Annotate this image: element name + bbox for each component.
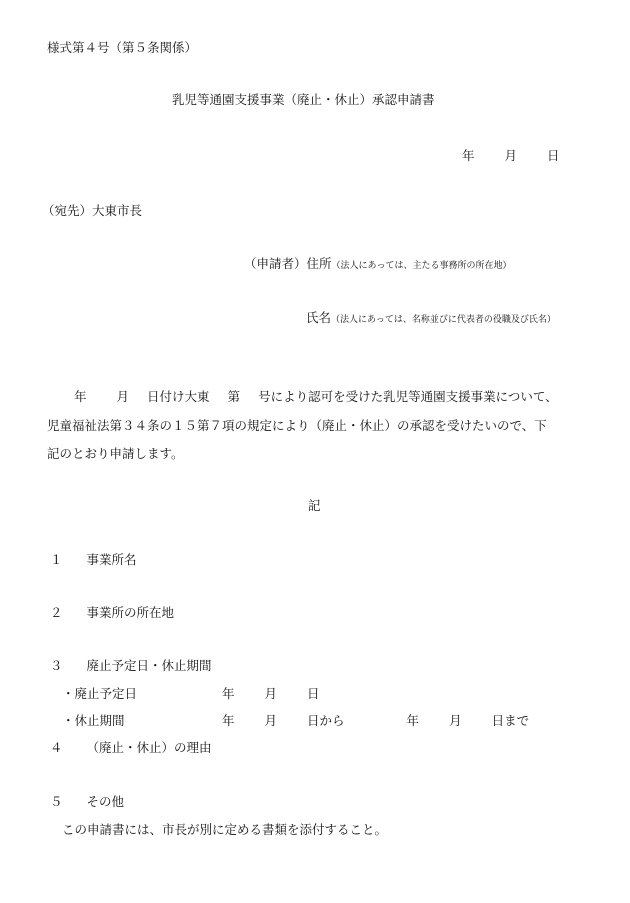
suspension-to-year: 年	[406, 713, 420, 728]
abolition-label: ・廃止予定日	[62, 686, 138, 701]
item-5-label: その他	[86, 794, 125, 809]
date-line	[462, 150, 560, 163]
item-5-note: この申請書には、市長が別に定める書類を添付すること。	[62, 822, 388, 837]
body-line-3: 記のとおり申請します。	[47, 446, 184, 461]
applicant-name-row	[306, 312, 556, 325]
form-number: 様式第４号（第５条関係）	[47, 40, 198, 55]
body-dated: 日付け大東	[147, 389, 210, 404]
item-2-label: 事業所の所在地	[86, 605, 175, 620]
applicant-prefix: （申請者）	[244, 256, 307, 271]
item-5-number: ５	[50, 794, 63, 809]
abolition-month: 月	[264, 686, 278, 701]
suspension-from-year: 年	[222, 713, 235, 728]
suspension-to-month: 月	[449, 713, 462, 728]
addressee: （宛先）大東市長	[42, 203, 143, 218]
abolition-date-fields	[222, 688, 320, 701]
item-3	[50, 660, 212, 673]
item-3-label: 廃止予定日・休止期間	[86, 658, 212, 673]
date-month: 月	[504, 148, 518, 163]
body-line-1	[74, 391, 558, 404]
abolition-day: 日	[307, 686, 320, 701]
body-month: 月	[116, 389, 130, 404]
document-title: 乳児等通園支援事業（廃止・休止）承認申請書	[172, 92, 435, 107]
address-note: （法人にあっては、主たる事務所の所在地）	[331, 261, 512, 271]
date-day: 日	[547, 148, 560, 163]
suspension-period-fields	[222, 715, 529, 728]
address-label: 住所	[306, 256, 332, 271]
suspension-to-day: 日まで	[491, 713, 530, 728]
item-4-label: （廃止・休止）の理由	[86, 740, 212, 755]
item-1-number: １	[50, 552, 63, 567]
date-year: 年	[462, 148, 475, 163]
item-4	[50, 742, 212, 755]
body-dai: 第	[227, 389, 241, 404]
abolition-year: 年	[222, 686, 235, 701]
suspension-label: ・休止期間	[62, 713, 125, 728]
body-line-2: 児童福祉法第３４条の１５第７項の規定により（廃止・休止）の承認を受けたいので、下	[47, 418, 547, 433]
body-year: 年	[74, 389, 87, 404]
suspension-from-day: 日から	[307, 713, 345, 728]
name-note: （法人にあっては、名称並びに代表者の役職及び氏名）	[331, 315, 556, 325]
item-5	[50, 796, 124, 809]
item-2-number: ２	[50, 605, 63, 620]
item-3-number: ３	[50, 658, 63, 673]
name-label: 氏名	[306, 310, 332, 325]
body-line1-rest: 号により認可を受けた乳児等通園支援事業について、	[258, 389, 558, 404]
item-2	[50, 607, 174, 620]
applicant-address-row	[244, 258, 511, 271]
item-4-number: ４	[50, 740, 63, 755]
item-1-label: 事業所名	[86, 552, 137, 567]
ki-heading: 記	[308, 498, 321, 513]
suspension-from-month: 月	[264, 713, 278, 728]
item-1	[50, 554, 137, 567]
